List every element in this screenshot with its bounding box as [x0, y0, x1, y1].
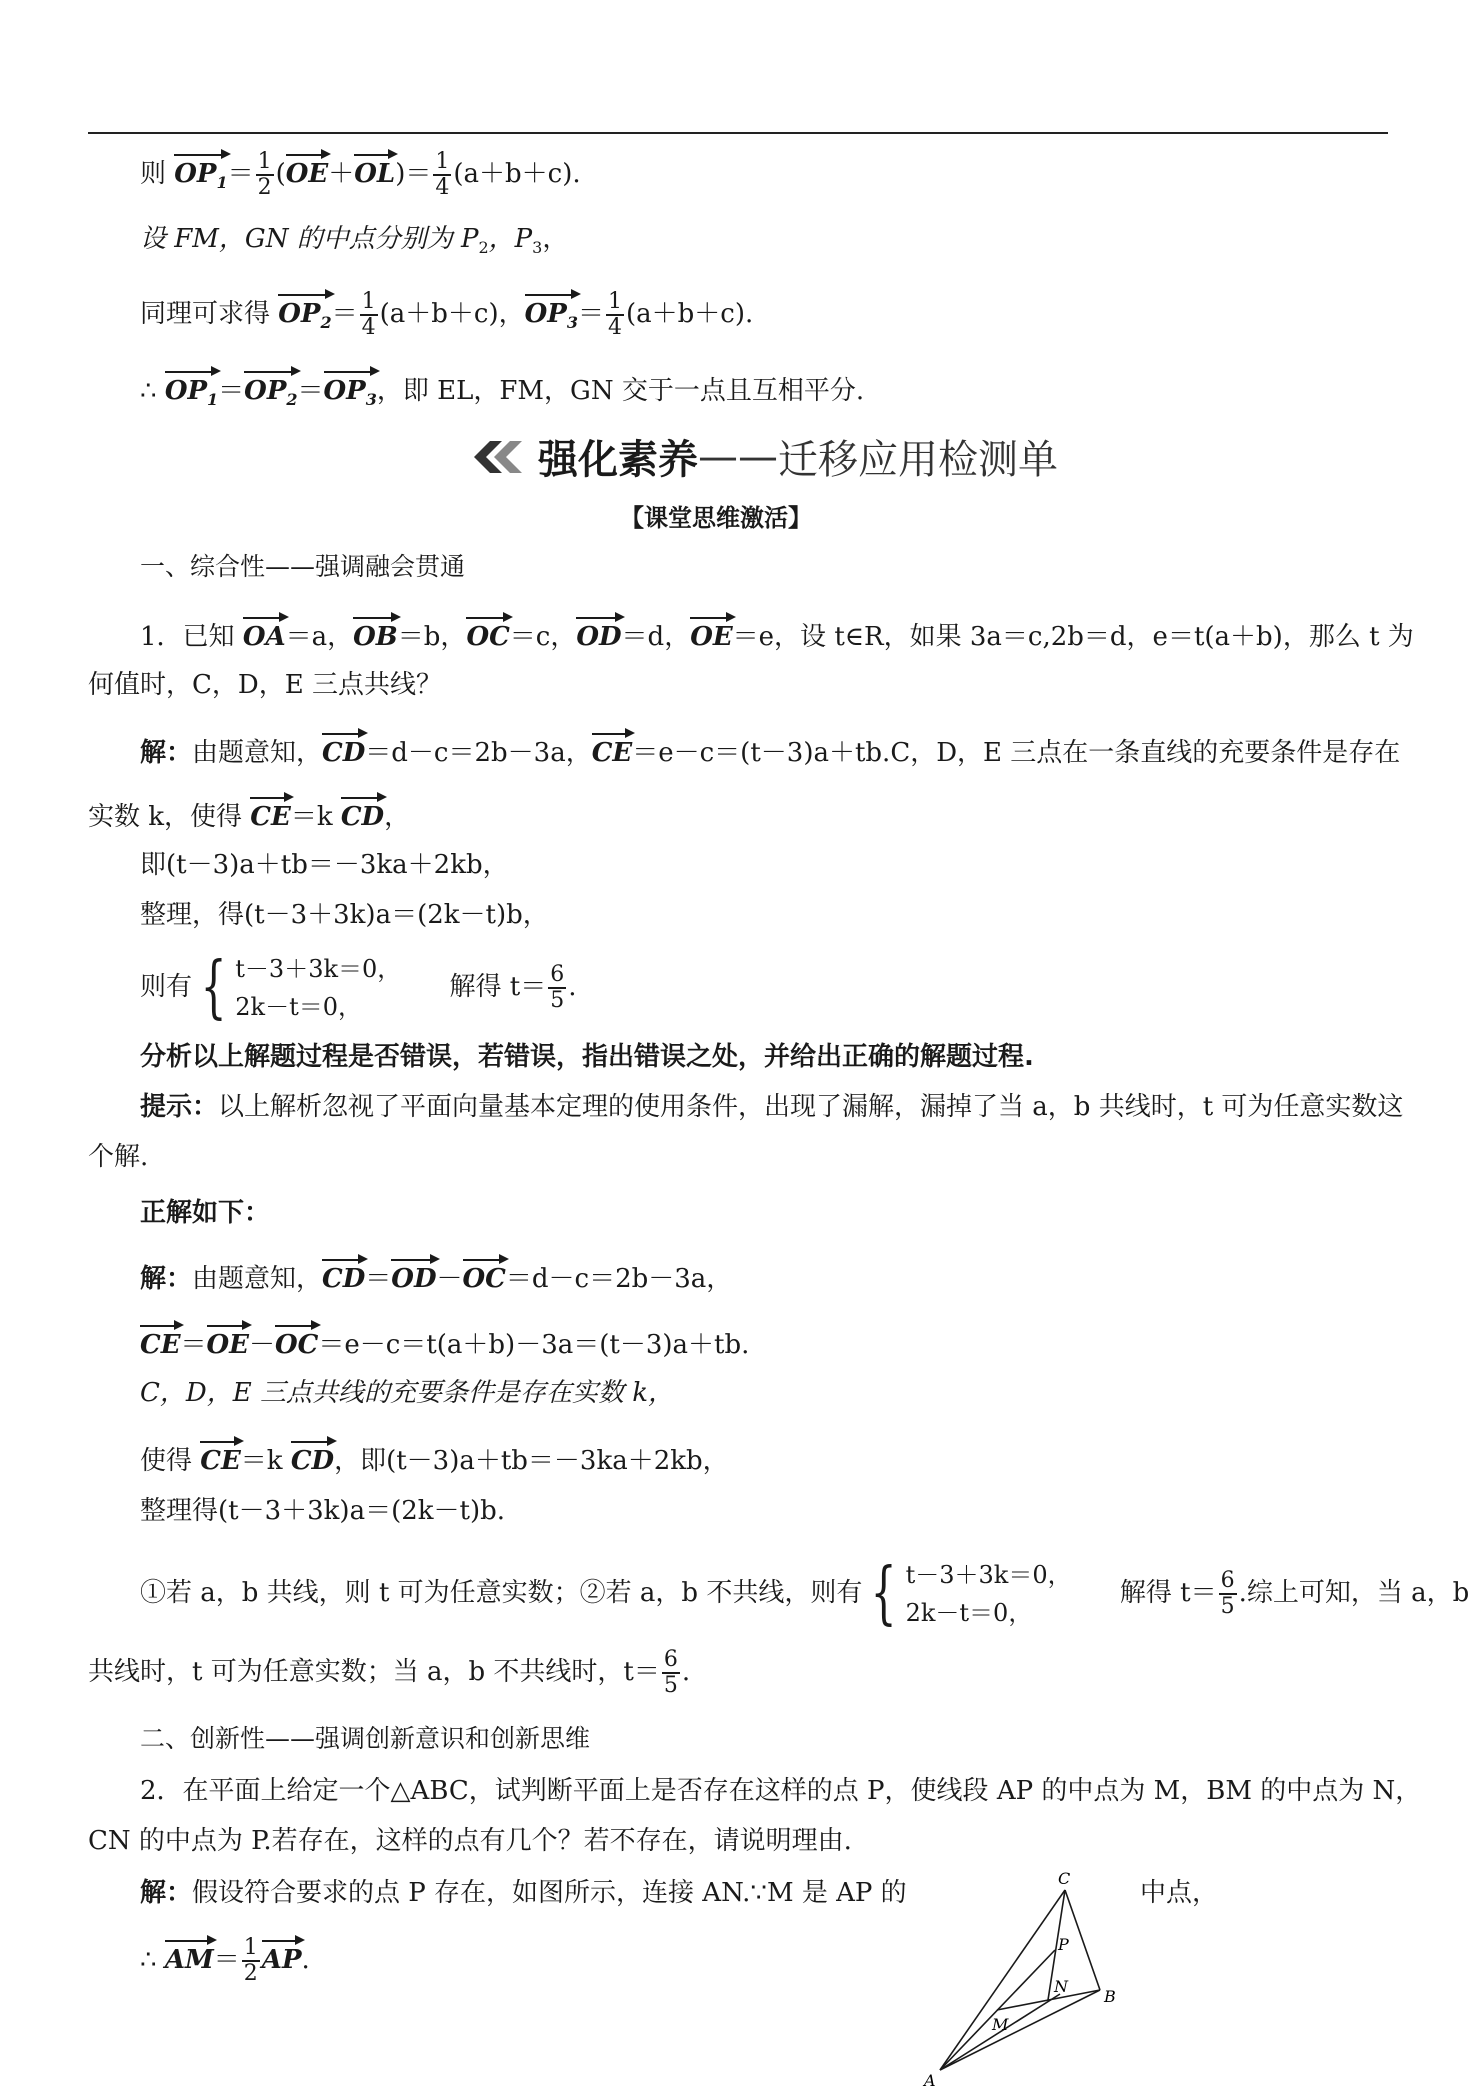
vector-ap: AP: [262, 1939, 302, 1977]
solution-3-line-1-end: 中点，: [1140, 1878, 1219, 1908]
vector-oa: OA: [243, 616, 286, 654]
edge-ab: [940, 1990, 1100, 2070]
banner-logo-icon: [470, 437, 526, 477]
vector-oe: OE: [690, 616, 732, 654]
triangle-figure: [920, 1870, 1120, 2090]
hint-line-2: 个解.: [88, 1142, 149, 1172]
fraction: $\frac{1}{4}$: [361, 289, 376, 340]
solution-2-line-1: 解：由题意知，CD＝OD－OC＝d－c＝2b－3a，: [140, 1258, 732, 1296]
vector-ce: CE: [592, 732, 633, 770]
vector-cd: CD: [341, 796, 384, 834]
vector-ce: CE: [200, 1440, 241, 1478]
vector-ce: CE: [140, 1324, 181, 1362]
vector-cd: CD: [322, 1258, 365, 1296]
vector-op1: $OP_1$: [174, 153, 227, 200]
banner-title: 迁移应用检测单: [778, 437, 1058, 483]
vector-op2: $OP_2$: [244, 370, 297, 417]
question-2-line-2: CN 的中点为 P.若存在，这样的点有几个？若不存在，请说明理由.: [88, 1826, 852, 1856]
solution-2-line-5: 整理得(t－3＋3k)a＝(2k－t)b.: [140, 1496, 506, 1526]
vector-oc: OC: [463, 1258, 506, 1296]
vector-ce: CE: [250, 796, 291, 834]
proof-line-op2-op3: 同理可求得 $OP_2=$ $\frac{1}{4}$ (a＋b＋c)，$OP_3=$ $\frac{1}{4}$ (a＋b＋c).: [140, 289, 754, 340]
solution-2-cases: ①若 a，b 共线，则 t 可为任意实数；②若 a，b 不共线，则有 { t－3＋3k＝0， 2k－t＝0， 解得 t＝ $\frac{6}{5}$ .综上可知，当 a，b: [140, 1554, 1470, 1633]
analyze-prompt: 分析以上解题过程是否错误，若错误，指出错误之处，并给出正确的解题过程.: [140, 1042, 1034, 1072]
label-a: A: [924, 2071, 936, 2090]
vector-od: OD: [576, 616, 621, 654]
label-b: B: [1104, 1987, 1116, 2006]
label-m: M: [992, 2015, 1009, 2034]
solution-1-line-2: 实数 k，使得 CE＝k CD，: [88, 796, 410, 834]
fraction: $\frac{1}{2}$: [243, 1935, 258, 1986]
vector-op3: $OP_3$: [324, 370, 377, 417]
vector-op2: $OP_2$: [278, 293, 331, 340]
solution-3-line-2: ∴ AM＝ $\frac{1}{2}$ AP.: [140, 1935, 310, 1986]
section-banner: [470, 428, 1058, 485]
banner-strong: 强化素养: [538, 437, 698, 483]
vector-od: OD: [391, 1258, 436, 1296]
section-heading-1: 一、综合性——强调融会贯通: [140, 552, 466, 581]
label-p: P: [1058, 1935, 1069, 1954]
proof-conclusion: ∴ $OP_1=OP_2=OP_3$，即 EL，FM，GN 交于一点且互相平分.: [140, 370, 864, 417]
fraction: $\frac{6}{5}$: [1220, 1568, 1235, 1619]
question-1-line-2: 何值时，C，D，E 三点共线？: [88, 670, 442, 700]
edge-cb: [1065, 1890, 1100, 1990]
solution-2-line-3: C，D，E 三点共线的充要条件是存在实数 k，: [140, 1378, 675, 1408]
solution-1-line-4: 整理，得(t－3＋3k)a＝(2k－t)b，: [140, 900, 549, 930]
vector-cd: CD: [291, 1440, 334, 1478]
vector-op1: $OP_1$: [165, 370, 218, 417]
solution-2-conclusion: 共线时，t 可为任意实数；当 a，b 不共线时，t＝ $\frac{6}{5}$ .: [88, 1647, 691, 1698]
banner-dash: ——: [698, 433, 778, 480]
vector-am: AM: [165, 1939, 214, 1977]
vector-op3: $OP_3$: [525, 293, 578, 340]
fraction: $\frac{1}{4}$: [607, 289, 622, 340]
solution-1-system: 则有 { t－3＋3k＝0， 2k－t＝0， 解得 t＝ $\frac{6}{5}$ .: [140, 948, 577, 1027]
vector-oc: OC: [275, 1324, 318, 1362]
text: 则: [140, 159, 175, 189]
correct-solution-heading: 正解如下：: [140, 1198, 271, 1228]
equation-system: { t－3＋3k＝0， 2k－t＝0，: [200, 948, 402, 1027]
solution-2-line-2: CE＝OE－OC＝e－c＝t(a＋b)－3a＝(t－3)a＋tb.: [140, 1324, 749, 1362]
question-1-line-1: 1．已知 OA＝a，OB＝b，OC＝c，OD＝d，OE＝e，设 t∈R，如果 3a＝c,2b＝d，e＝t(a＋b)，那么 t 为: [140, 616, 1414, 654]
vector-ob: OB: [353, 616, 398, 654]
vector-cd: CD: [322, 732, 365, 770]
fraction: $\frac{1}{2}$: [257, 149, 272, 200]
solution-2-line-4: 使得 CE＝k CD，即(t－3)a＋tb＝－3ka＋2kb，: [140, 1440, 729, 1478]
question-2-line-1: 2．在平面上给定一个△ABC，试判断平面上是否存在这样的点 P，使线段 AP 的中点为 M，BM 的中点为 N，: [140, 1776, 1422, 1806]
label-n: N: [1054, 1977, 1068, 1996]
edge-ac: [940, 1890, 1065, 2070]
vector-oe: OE: [286, 153, 328, 191]
header-rule: [88, 132, 1388, 134]
fraction: $\frac{6}{5}$: [663, 1647, 678, 1698]
solution-3-line-1: 解：假设符合要求的点 P 存在，如图所示，连接 AN.∵M 是 AP 的: [140, 1878, 907, 1908]
solution-1-line-3: 即(t－3)a＋tb＝－3ka＋2kb，: [140, 850, 509, 880]
vector-oe: OE: [207, 1324, 249, 1362]
fraction: $\frac{1}{4}$: [435, 149, 450, 200]
section-heading-2: 二、创新性——强调创新意识和创新思维: [140, 1724, 591, 1753]
proof-line-op1: 则 $OP_1=$ $\frac{1}{2}$ (OE＋OL)＝ $\frac{1}{4}$ (a＋b＋c).: [140, 149, 581, 200]
vector-ol: OL: [354, 153, 395, 191]
solution-1-line-1: 解：由题意知，CD＝d－c＝2b－3a，CE＝e－c＝(t－3)a＋tb.C，D，E 三点在一条直线的充要条件是存在: [140, 732, 1400, 770]
subheading: 【课堂思维激活】: [620, 504, 812, 532]
vector-oc: OC: [466, 616, 509, 654]
equation-system: { t－3＋3k＝0， 2k－t＝0，: [870, 1554, 1072, 1633]
hint-line-1: 提示：以上解析忽视了平面向量基本定理的使用条件，出现了漏解，漏掉了当 a，b 共线时，t 可为任意实数这: [140, 1092, 1404, 1122]
fraction: $\frac{6}{5}$: [550, 962, 565, 1013]
label-c: C: [1058, 1870, 1071, 1888]
proof-line-midpoints: 设 FM，GN 的中点分别为 $P_2$，$P_3$，: [140, 224, 569, 258]
